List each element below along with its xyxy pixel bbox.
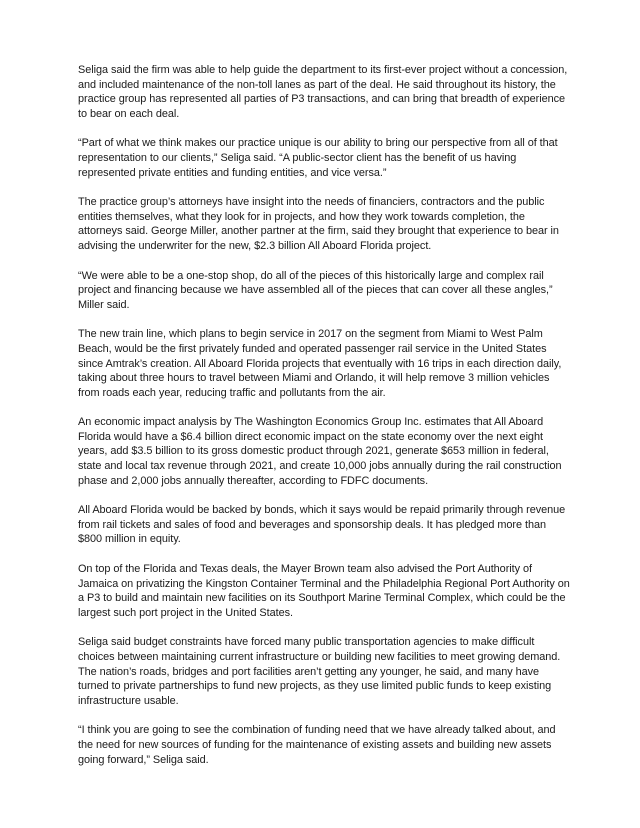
- paragraph-5: The new train line, which plans to begin service in 2017 on the segment from Miami to West Palm Beach, would be the first privately funded and operated passenger rail service in the United States since Amtrak’s creation. All Aboard Florida projects that eventually with 16 trips in each direction daily, taking about three hours to travel between Miami and Orlando, it will help remove 3 million vehicles from roads each year, reducing traffic and pollutants from the air.: [78, 328, 562, 399]
- paragraph-2: “Part of what we think makes our practice unique is our ability to bring our perspective from all of that representation to our clients,” Seliga said. “A public-sector client has the benefit of us having represented private entities and funding entities, and vice versa.”: [78, 137, 558, 179]
- paragraph-6: An economic impact analysis by The Washington Economics Group Inc. estimates that All Aboard Florida would have a $6.4 billion direct economic impact on the state economy over the next eight years, add $3.5 billion to its gross domestic product through 2021, generate $653 million in federal, state and local tax revenue through 2021, and create 10,000 jobs annually during the rail construction phase and 2,000 jobs annually thereafter, according to FDFC documents.: [78, 416, 562, 487]
- paragraph-8: On top of the Florida and Texas deals, the Mayer Brown team also advised the Port Authority of Jamaica on privatizing the Kingston Container Terminal and the Philadelphia Regional Port Authority on a P3 to build and maintain new facilities on its Southport Marine Terminal Complex, which could be the largest such port project in the United States.: [78, 563, 570, 619]
- paragraph-3: The practice group’s attorneys have insight into the needs of financiers, contractors and the public entities themselves, what they look for in projects, and how they work towards completion, the attorneys said. George Miller, another partner at the firm, said they brought that experience to bear in advising the underwriter for the new, $2.3 billion All Aboard Florida project.: [78, 196, 559, 252]
- paragraph-4: “We were able to be a one-stop shop, do all of the pieces of this historically large and complex rail project and financing because we have assembled all of the pieces that can cover all these angles,” Miller said.: [78, 269, 553, 311]
- paragraph-7: All Aboard Florida would be backed by bonds, which it says would be repaid primarily through revenue from rail tickets and sales of food and beverages and sponsorship deals. It has pledged more than $800 million in equity.: [78, 504, 566, 546]
- paragraph-1: Seliga said the firm was able to help guide the department to its first-ever project without a concession, and included maintenance of the non-toll lanes as part of the deal. He said throughout its history, the practice group has represented all parties of P3 transactions, and can bring that breadth of experience to bear on each deal.: [78, 64, 568, 120]
- paragraph-9: Seliga said budget constraints have forced many public transportation agencies to make difficult choices between maintaining current infrastructure or building new facilities to meet growing demand. The nation’s roads, bridges and port facilities aren’t getting any younger, he said, and many have turned to private partnerships to fund new projects, as they use limited public funds to keep existing infrastructure usable.: [78, 636, 561, 707]
- document-body: [78, 63, 570, 782]
- paragraph-10: “I think you are going to see the combination of funding need that we have already talked about, and the need for new sources of funding for the maintenance of existing assets and building new assets going forward,” Seliga said.: [78, 724, 556, 766]
